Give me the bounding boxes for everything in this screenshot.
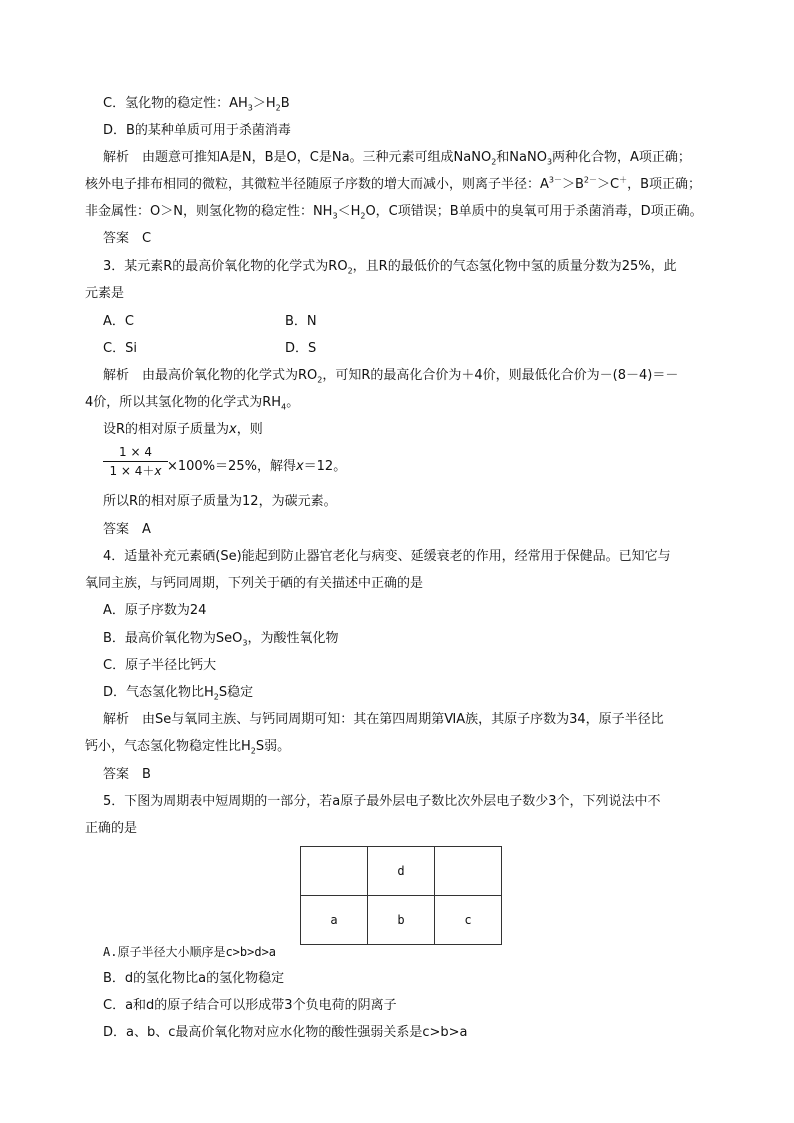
q2-answer: 答案 C	[103, 231, 152, 246]
q3-fraction-result: ×100%＝25%，解得x＝12。	[167, 459, 347, 474]
q2-option-d: D．B的某种单质可用于杀菌消毒	[103, 123, 291, 138]
q5-option-d: D．a、b、c最高价氧化物对应水化物的酸性强弱关系是c>b>a	[103, 1025, 468, 1040]
q3-stem-line1: 3．某元素R的最高价氧化物的化学式为$RO_2$，且R的最低价的气态氢化物中氢的质量分数为25%，此	[103, 259, 677, 276]
q3-explanation-line4: 所以R的相对原子质量为12，为碳元素。	[103, 494, 337, 509]
q4-option-a: A．原子序数为24	[103, 603, 207, 618]
q2-option-c: C．氢化物的稳定性：$AH_3>H_2B$	[103, 96, 290, 113]
q4-option-d: D．气态氢化物比$H_2S$稳定	[103, 685, 254, 702]
q5-option-b: B．d的氢化物比a的氢化物稳定	[103, 971, 285, 986]
table-row	[301, 847, 502, 896]
q4-explanation-line1: 解析 由Se与氧同主族、与钙同周期可知：其在第四周期第ⅥA族，其原子序数为34，原子半径比	[103, 712, 664, 727]
q4-option-b: B．最高价氧化物为SeO$_3$，为酸性氧化物	[103, 631, 339, 648]
table-cell: d	[368, 847, 435, 896]
q4-stem-line2: 氧同主族，与钙同周期，下列关于硒的有关描述中正确的是	[85, 576, 424, 591]
fraction-numerator: 1 × 4	[119, 445, 152, 459]
q3-option-d: D．S	[285, 341, 317, 356]
q4-answer: 答案 B	[103, 767, 151, 782]
q3-explanation-line3: 设R的相对原子质量为x，则	[103, 422, 263, 437]
table-cell: a	[301, 896, 368, 945]
q4-stem-line1: 4．适量补充元素硒(Se)能起到防止器官老化与病变、延缓衰老的作用，经常用于保健品。已知它与	[103, 549, 671, 564]
q3-stem-line2: 元素是	[85, 286, 125, 301]
q5-stem-line1: 5．下图为周期表中短周期的一部分，若a原子最外层电子数比次外层电子数少3个，下列说法中不	[103, 794, 661, 809]
q2-explanation-line2: 核外电子排布相同的微粒，其微粒半径随原子序数的增大而减小，则离子半径：$A^{3-}>B^{2-}>C^+$，B项正确；	[85, 175, 702, 192]
table-row	[301, 896, 502, 945]
fraction-bar	[103, 461, 168, 462]
periodic-table-fragment	[300, 846, 502, 945]
q5-stem-line2: 正确的是	[85, 821, 138, 836]
fraction-denominator: 1 × 4＋x	[109, 464, 162, 478]
q4-option-c: C．原子半径比钙大	[103, 658, 217, 673]
q3-explanation-line2: 4价，所以其氢化物的化学式为$RH_4$。	[85, 395, 300, 412]
q2-explanation-line3: 非金属性：O＞N，则氢化物的稳定性：$NH_3<H_2O$，C项错误；B单质中的臭氧可用于杀菌消毒，D项正确。	[85, 204, 703, 221]
q3-answer: 答案 A	[103, 522, 151, 537]
q3-fraction	[103, 444, 168, 479]
q5-option-a: A.原子半径大小顺序是c>b>d>a	[103, 945, 277, 959]
table-cell: c	[435, 896, 502, 945]
q3-option-c: C．Si	[103, 341, 137, 356]
q3-option-a: A．C	[103, 314, 134, 329]
table-cell	[301, 847, 368, 896]
q2-explanation-line1: 解析 由题意可推知A是N，B是O，C是Na。三种元素可组成NaNO$_2$和NaNO$_3$两种化合物，A项正确；	[103, 150, 691, 167]
q4-explanation-line2: 钙小，气态氢化物稳定性比$H_2S$弱。	[85, 739, 291, 756]
table-cell	[435, 847, 502, 896]
table-cell: b	[368, 896, 435, 945]
q3-explanation-line1: 解析 由最高价氧化物的化学式为$RO_2$，可知R的最高化合价为＋4价，则最低化合价为－(8－4)＝－	[103, 368, 679, 385]
q3-option-b: B．N	[285, 314, 317, 329]
q5-option-c: C．a和d的原子结合可以形成带3个负电荷的阴离子	[103, 998, 397, 1013]
